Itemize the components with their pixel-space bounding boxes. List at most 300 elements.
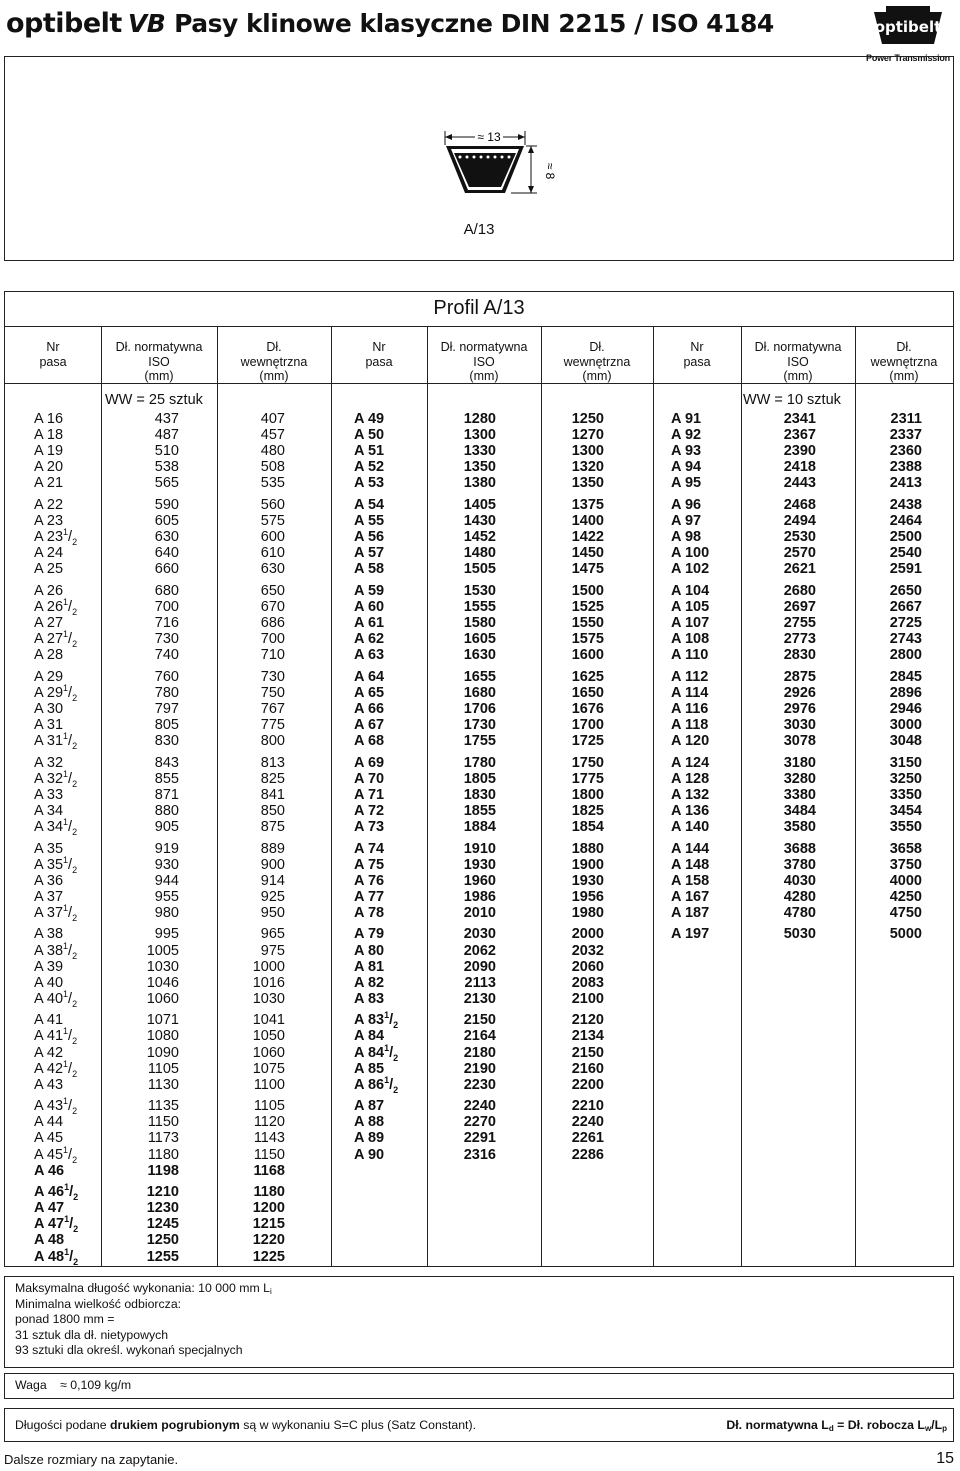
inner-length: 2725	[889, 615, 922, 631]
belt-number: A $35^1/_2$	[34, 854, 78, 875]
inner-length: 3150	[889, 754, 922, 771]
note-31-pcs: 31 sztuk dla dł. nietypowych	[15, 1327, 169, 1342]
belt-number: A 85	[354, 1060, 385, 1077]
inner-length: 2360	[889, 443, 922, 460]
inner-length: 610	[260, 545, 285, 562]
belt-number: A 25	[34, 561, 64, 578]
bold-note: Długości podane drukiem pogrubionym są w wykonaniu S=C plus (Satz Constant).	[15, 1418, 476, 1432]
inner-length: 925	[260, 888, 285, 905]
inner-length: 3048	[889, 733, 922, 750]
inner-length: 1625	[571, 668, 604, 685]
iso-length: 1046	[146, 974, 179, 991]
belt-number: A 93	[671, 443, 702, 460]
column-header-iso: Dł. normatywna ISO (mm)	[754, 340, 842, 383]
iso-length: 2570	[783, 545, 816, 562]
inner-length: 1676	[571, 700, 604, 717]
inner-length: 2000	[571, 926, 604, 943]
inner-length: 2083	[571, 974, 604, 991]
iso-length: 3380	[783, 786, 816, 803]
belt-number: A $27^1/_2$	[34, 629, 78, 649]
belt-number: A 47	[34, 1200, 65, 1217]
iso-length: 880	[154, 802, 179, 819]
inner-length: 1000	[252, 958, 285, 975]
iso-length: 3780	[783, 856, 816, 873]
belt-number: A 64	[354, 668, 385, 685]
belt-number: A $41^1/_2$	[34, 1026, 78, 1047]
belt-number: A 30	[34, 700, 64, 717]
inner-length: 1600	[571, 647, 604, 664]
inner-length: 4250	[889, 888, 922, 905]
belt-number: A 92	[671, 427, 702, 444]
iso-length: 1480	[463, 545, 496, 562]
belt-number: A 40	[34, 974, 64, 991]
inner-length: 1030	[252, 990, 285, 1007]
belt-number: A 84	[354, 1028, 385, 1045]
inner-length: 1750	[571, 754, 604, 771]
belt-number: A $23^1/_2$	[34, 527, 78, 547]
iso-length: 1150	[147, 1114, 179, 1131]
belt-number: A 63	[354, 647, 385, 664]
iso-length: 2150	[463, 1012, 496, 1029]
iso-length: 1230	[146, 1200, 179, 1217]
belt-number: A 58	[354, 561, 385, 578]
belt-number: A 28	[34, 647, 64, 664]
inner-length: 1016	[252, 974, 285, 991]
belt-number: A 35	[34, 840, 64, 857]
belt-number: A 96	[671, 496, 702, 513]
belt-number: A 26	[34, 582, 64, 599]
belt-number: A $83^1/_2$	[354, 1010, 399, 1031]
belt-number: A 90	[354, 1146, 385, 1163]
inner-length: 1475	[571, 561, 604, 578]
belt-number: A 74	[354, 840, 385, 857]
belt-number: A 60	[354, 598, 385, 615]
iso-length: 1380	[463, 475, 496, 492]
inner-length: 900	[260, 856, 285, 873]
belt-number: A 56	[354, 529, 385, 546]
iso-length: 905	[154, 819, 179, 835]
iso-length: 1655	[463, 668, 496, 685]
belt-number: A $86^1/_2$	[354, 1074, 399, 1095]
page-header	[0, 0, 960, 63]
iso-length: 2062	[463, 942, 496, 959]
iso-length: 1071	[146, 1012, 179, 1029]
belt-number: A 197	[671, 926, 710, 943]
inner-length: 508	[260, 459, 285, 476]
iso-length: 871	[154, 786, 179, 803]
iso-length: 605	[154, 513, 179, 529]
iso-length: 1105	[147, 1060, 179, 1077]
iso-length: 1930	[463, 856, 496, 873]
belt-number: A 51	[354, 443, 385, 460]
iso-length: 2367	[783, 427, 816, 444]
iso-length: 830	[154, 733, 179, 750]
inner-length: 1150	[253, 1146, 285, 1163]
belt-number: A 22	[34, 496, 64, 513]
belt-number: A 77	[354, 888, 385, 905]
iso-length: 1706	[463, 700, 496, 717]
belt-number: A 53	[354, 475, 385, 492]
iso-length: 4280	[783, 888, 816, 905]
belt-number: A 44	[34, 1114, 64, 1131]
iso-length: 4780	[783, 904, 816, 921]
iso-length: 1780	[463, 754, 496, 771]
notes-box	[4, 1276, 954, 1368]
inner-length: 2743	[889, 631, 922, 648]
iso-length: 2621	[783, 561, 816, 578]
inner-length: 2286	[571, 1146, 604, 1163]
inner-length: 1120	[253, 1114, 285, 1131]
iso-length: 1080	[146, 1028, 179, 1045]
inner-length: 1168	[253, 1162, 285, 1179]
iso-length: 680	[154, 582, 179, 599]
iso-length: 3078	[783, 733, 816, 750]
inner-length: 1775	[571, 770, 604, 787]
iso-length: 1250	[146, 1232, 179, 1249]
document-title: Pasy klinowe klasyczne DIN 2215 / ISO 4184	[174, 9, 774, 38]
belt-number: A 140	[671, 819, 710, 835]
inner-length: 1825	[571, 802, 604, 819]
belt-number: A 21	[34, 475, 64, 492]
iso-length: 2976	[783, 700, 816, 717]
belt-number: A 43	[34, 1076, 64, 1093]
inner-length: 4750	[889, 904, 922, 921]
inner-length: 535	[260, 475, 285, 492]
belt-number: A 70	[354, 770, 385, 787]
brand-name: optibelt	[6, 8, 122, 39]
belt-number: A 107	[671, 615, 710, 631]
iso-length: 2443	[783, 475, 816, 492]
iso-length: 2230	[463, 1076, 496, 1093]
inner-length: 3350	[889, 786, 922, 803]
iso-length: 3580	[783, 819, 816, 835]
inner-length: 914	[260, 872, 285, 889]
inner-length: 3454	[889, 802, 922, 819]
iso-length: 1910	[463, 840, 496, 857]
belt-number: A 97	[671, 513, 702, 529]
iso-length: 930	[154, 856, 179, 873]
inner-length: 1500	[571, 582, 604, 599]
belt-number: A 57	[354, 545, 385, 562]
inner-length: 1550	[571, 615, 604, 631]
belt-number: A $84^1/_2$	[354, 1042, 399, 1063]
belt-number: A $47^1/_2$	[34, 1214, 79, 1235]
iso-length: 5030	[783, 926, 816, 943]
inner-length: 2032	[571, 942, 604, 959]
inner-length: 1300	[571, 443, 604, 460]
belt-number: A 78	[354, 904, 385, 921]
iso-length: 2755	[783, 615, 816, 631]
logo-wordmark: optibelt	[874, 18, 942, 36]
iso-length: 1805	[463, 770, 496, 787]
inner-length: 1320	[571, 459, 604, 476]
inner-length: 457	[260, 427, 285, 444]
inner-length: 850	[260, 802, 285, 819]
inner-length: 1375	[571, 496, 604, 513]
belt-number: A 69	[354, 754, 385, 771]
iso-length: 700	[154, 598, 179, 615]
inner-length: 1250	[571, 411, 604, 427]
iso-length: 944	[154, 872, 179, 889]
inner-length: 600	[260, 529, 285, 546]
belt-number: A 65	[354, 684, 385, 701]
inner-length: 1930	[571, 872, 604, 889]
iso-length: 510	[154, 443, 179, 460]
inner-length: 2261	[571, 1130, 604, 1147]
iso-length: 1255	[146, 1248, 179, 1265]
inner-length: 2311	[890, 411, 922, 427]
inner-length: 1700	[571, 717, 604, 733]
inner-length: 2800	[889, 647, 922, 664]
inner-length: 480	[260, 443, 285, 460]
inner-length: 1980	[571, 904, 604, 921]
inner-length: 3250	[889, 770, 922, 787]
inner-length: 767	[260, 700, 285, 717]
belt-number: A 36	[34, 872, 64, 889]
belt-number: A $42^1/_2$	[34, 1058, 78, 1079]
belt-number: A 108	[671, 631, 710, 648]
iso-length: 2113	[464, 974, 496, 991]
belt-number: A 124	[671, 754, 710, 771]
inner-length: 2150	[571, 1044, 604, 1061]
belt-number: A 158	[671, 872, 710, 889]
inner-length: 1854	[571, 819, 604, 835]
inner-length: 2160	[571, 1060, 604, 1077]
belt-number: A 71	[354, 786, 385, 803]
inner-length: 2896	[889, 684, 922, 701]
iso-length: 2270	[463, 1114, 496, 1131]
iso-length: 1350	[463, 459, 496, 476]
inner-length: 775	[260, 717, 285, 733]
belt-number: A 38	[34, 926, 64, 943]
iso-length: 640	[154, 545, 179, 562]
inner-length: 710	[260, 647, 285, 664]
column-header-nr: Nr pasa	[365, 340, 393, 369]
iso-length: 1730	[463, 717, 496, 733]
iso-length: 3688	[783, 840, 816, 857]
iso-length: 2418	[783, 459, 816, 476]
iso-length: 1680	[463, 684, 496, 701]
belt-number: A 100	[671, 545, 710, 562]
iso-length: 2680	[783, 582, 816, 599]
belt-number: A 59	[354, 582, 385, 599]
belt-number: A 83	[354, 990, 385, 1007]
iso-length: 797	[154, 700, 179, 717]
belt-number: A 19	[34, 443, 64, 460]
iso-length: 1530	[463, 582, 496, 599]
inner-length: 1075	[252, 1060, 285, 1077]
inner-length: 2540	[889, 545, 922, 562]
inner-length: 1100	[253, 1076, 285, 1093]
belt-number: A $26^1/_2$	[34, 597, 78, 617]
belt-number: A 73	[354, 819, 385, 835]
iso-length: 1830	[463, 786, 496, 803]
inner-length: 1215	[252, 1216, 285, 1233]
length-formula: Dł. normatywna $L_d$ = Dł. robocza $L_w/L_p$	[726, 1418, 947, 1433]
inner-length: 2438	[889, 496, 922, 513]
inner-length: 1350	[571, 475, 604, 492]
belt-number: A 110	[671, 647, 709, 664]
belt-number: A 55	[354, 513, 385, 529]
inner-length: 1880	[571, 840, 604, 857]
belt-number: A 136	[671, 802, 710, 819]
inner-length: 1270	[571, 427, 604, 444]
iso-length: 437	[154, 411, 179, 427]
iso-length: 2240	[463, 1098, 496, 1115]
belt-number: A 41	[34, 1012, 64, 1029]
iso-length: 2390	[783, 443, 816, 460]
belt-number: A 66	[354, 700, 385, 717]
inner-length: 1525	[571, 598, 604, 615]
weight-value: 0,109 kg/m	[70, 1378, 132, 1392]
belt-number: A 114	[671, 684, 709, 701]
iso-length: 1060	[146, 990, 179, 1007]
iso-length: 1755	[463, 733, 496, 750]
belt-number: A $40^1/_2$	[34, 988, 78, 1009]
belt-number: A $43^1/_2$	[34, 1096, 78, 1117]
belt-number: A 52	[354, 459, 385, 476]
iso-length: 2530	[783, 529, 816, 546]
iso-length: 2190	[463, 1060, 496, 1077]
more-sizes-note: Dalsze rozmiary na zapytanie.	[4, 1452, 179, 1467]
iso-length: 1210	[146, 1184, 179, 1201]
iso-length: 565	[154, 475, 179, 492]
brand-sub: VB	[127, 9, 166, 38]
iso-length: 1452	[463, 529, 496, 546]
belt-number: A 20	[34, 459, 64, 476]
belt-number: A 48	[34, 1232, 65, 1249]
inner-length: 2946	[889, 700, 922, 717]
iso-length: 1300	[463, 427, 496, 444]
iso-length: 1005	[146, 942, 179, 959]
iso-length: 1430	[463, 513, 496, 529]
inner-length: 2200	[571, 1076, 604, 1093]
inner-length: 965	[260, 926, 285, 943]
belt-number: A $45^1/_2$	[34, 1144, 78, 1165]
inner-length: 2134	[571, 1028, 604, 1045]
iso-length: 2773	[783, 631, 816, 648]
belt-number: A 187	[671, 904, 710, 921]
iso-length: 955	[154, 888, 179, 905]
iso-length: 716	[154, 615, 179, 631]
belt-number: A 45	[34, 1130, 64, 1147]
inner-length: 4000	[889, 872, 922, 889]
iso-length: 995	[154, 926, 179, 943]
belt-number: A 49	[354, 411, 385, 427]
belt-number: A $46^1/_2$	[34, 1182, 79, 1202]
width-dimension-label: ≈ 13	[477, 130, 501, 144]
belt-number: A 116	[671, 700, 709, 717]
header-title	[6, 8, 774, 39]
column-header-iso: Dł. normatywna ISO (mm)	[115, 340, 203, 383]
note-93-pcs: 93 sztuki dla określ. wykonań specjalnych	[15, 1343, 243, 1357]
iso-length: 1030	[146, 958, 179, 975]
profile-name: A/13	[463, 221, 495, 238]
inner-length: 1422	[571, 529, 604, 546]
logo-icon	[872, 4, 944, 46]
belt-number: A 112	[671, 668, 709, 685]
iso-length: 2130	[463, 990, 496, 1007]
inner-length: 800	[260, 733, 285, 750]
inner-length: 3550	[889, 819, 922, 835]
package-qty-right: WW = 10 sztuk	[743, 392, 841, 408]
belt-number: A 39	[34, 958, 64, 975]
belt-number: A 75	[354, 856, 385, 873]
iso-length: 3484	[783, 802, 816, 819]
iso-length: 630	[154, 529, 179, 546]
iso-length: 3180	[783, 754, 816, 771]
belt-number: A 54	[354, 496, 385, 513]
iso-length: 2494	[783, 513, 816, 529]
belt-number: A 27	[34, 615, 64, 631]
belt-number: A 37	[34, 888, 64, 905]
column-header-nr: Nr pasa	[39, 340, 67, 369]
iso-length: 2010	[463, 904, 496, 921]
iso-length: 919	[154, 840, 179, 857]
inner-length: 407	[260, 411, 285, 427]
belt-number: A 68	[354, 733, 385, 750]
belt-number: A 88	[354, 1114, 385, 1131]
belt-number: A 98	[671, 529, 702, 546]
inner-length: 1800	[571, 786, 604, 803]
inner-length: 825	[260, 770, 285, 787]
iso-length: 805	[154, 717, 179, 733]
belt-number: A 50	[354, 427, 385, 444]
iso-length: 730	[154, 631, 179, 648]
iso-length: 843	[154, 754, 179, 771]
inner-length: 670	[260, 598, 285, 615]
belt-length-table	[4, 291, 954, 1267]
iso-length: 2875	[783, 668, 816, 685]
belt-number: A 72	[354, 802, 385, 819]
belt-number: A 79	[354, 926, 385, 943]
iso-length: 2468	[783, 496, 816, 513]
inner-length: 1225	[252, 1248, 285, 1265]
iso-length: 1198	[147, 1162, 179, 1179]
iso-length: 2341	[783, 411, 816, 427]
belt-number: A 34	[34, 802, 64, 819]
inner-length: 575	[260, 513, 285, 529]
iso-length: 1130	[147, 1076, 179, 1093]
height-dimension-label: ≈ 8	[543, 162, 557, 180]
iso-length: 1555	[463, 598, 496, 615]
inner-length: 2413	[889, 475, 922, 492]
belt-number: A 118	[671, 717, 709, 733]
iso-length: 2291	[463, 1130, 496, 1147]
belt-number: A 104	[671, 582, 710, 599]
inner-length: 1450	[571, 545, 604, 562]
inner-length: 875	[260, 819, 285, 835]
inner-length: 2337	[889, 427, 922, 444]
inner-length: 1050	[252, 1028, 285, 1045]
table-title: Profil A/13	[433, 297, 525, 319]
iso-length: 760	[154, 668, 179, 685]
belt-number: A $48^1/_2$	[34, 1246, 79, 1267]
belt-number: A 144	[671, 840, 710, 857]
note-max-length: Maksymalna długość wykonania: 10 000 mm $L_i$	[15, 1281, 272, 1296]
iso-length: 1405	[463, 496, 496, 513]
belt-number: A 94	[671, 459, 702, 476]
iso-length: 1630	[463, 647, 496, 664]
iso-length: 1884	[463, 819, 496, 835]
iso-length: 2164	[463, 1028, 496, 1045]
iso-length: 1855	[463, 802, 496, 819]
inner-length: 1956	[571, 888, 604, 905]
belt-number: A $37^1/_2$	[34, 903, 78, 923]
inner-length: 3000	[889, 717, 922, 733]
belt-number: A 91	[671, 411, 702, 427]
page-number: 15	[936, 1450, 954, 1467]
